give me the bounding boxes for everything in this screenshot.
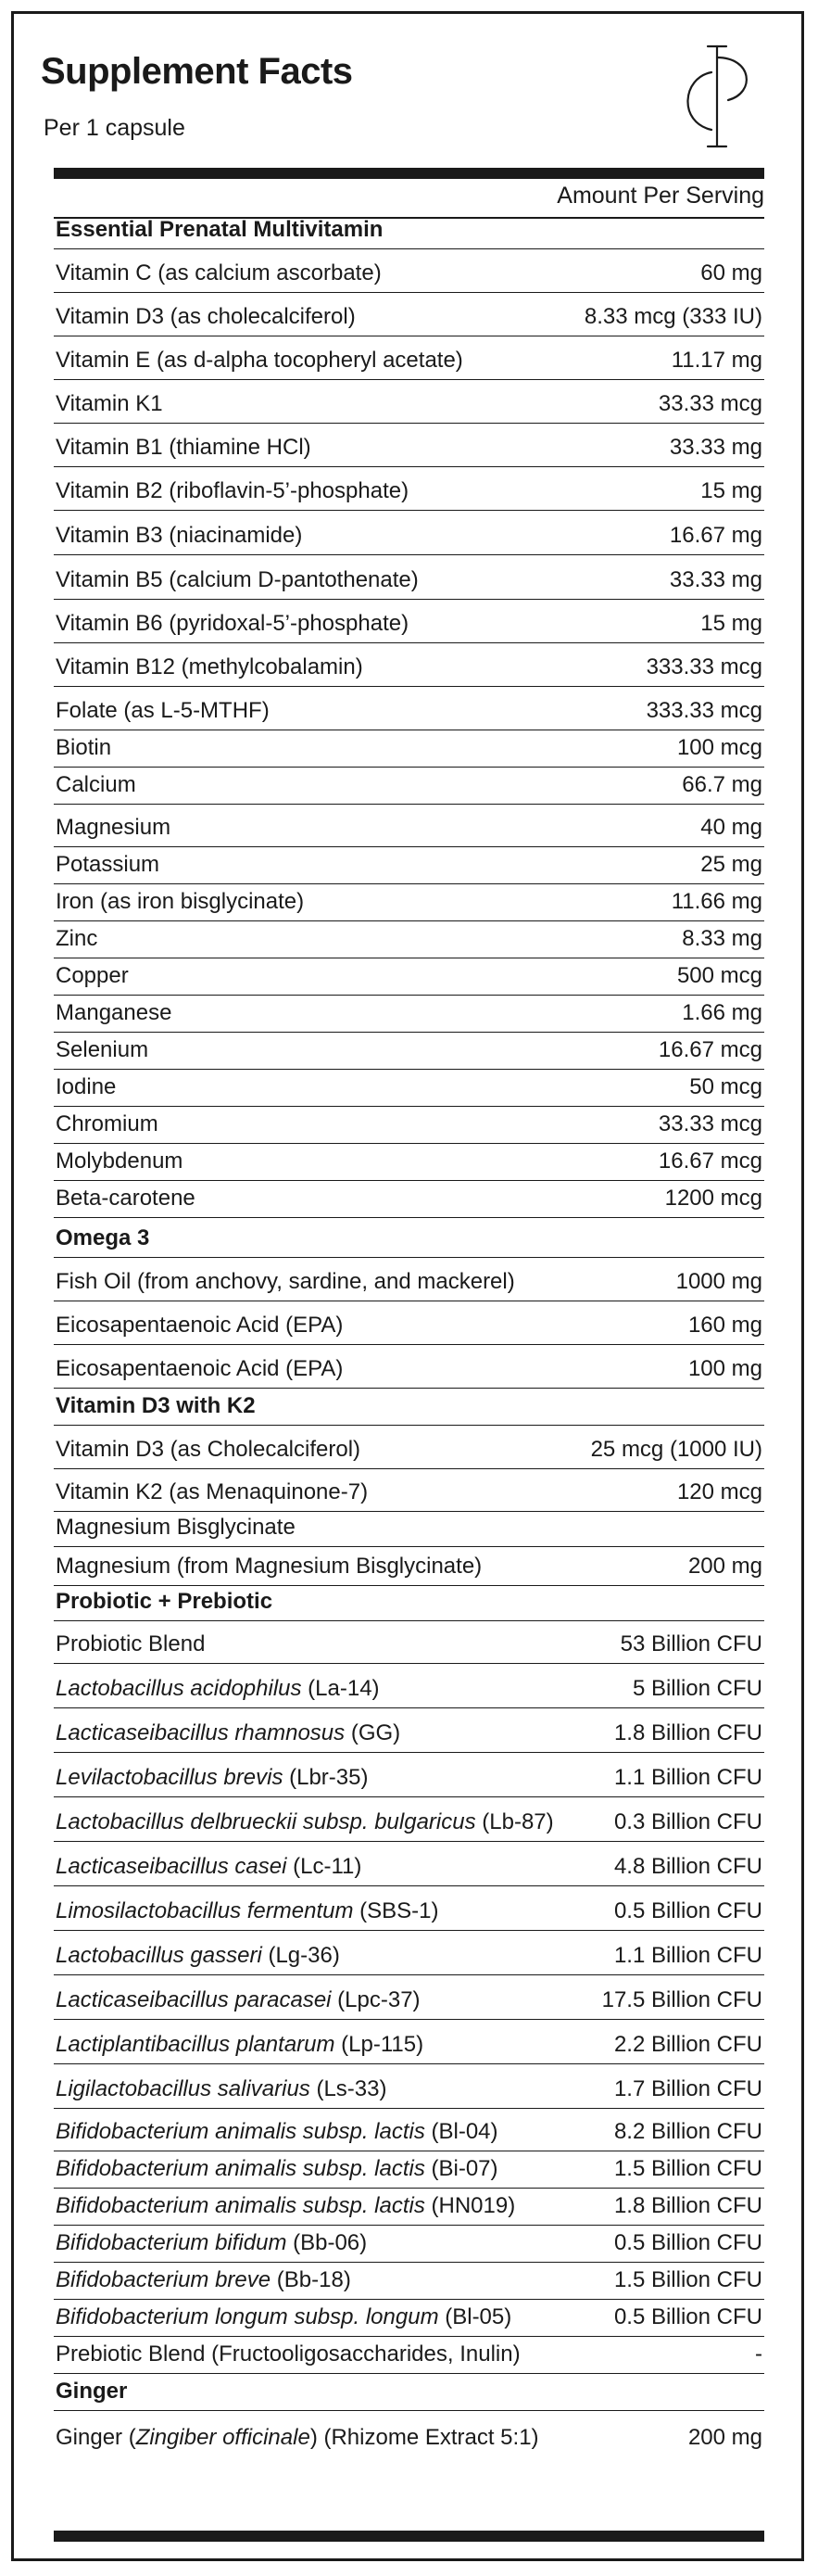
nutrient-label: Iodine [56, 1074, 117, 1099]
nutrient-label: Folate (as L-5-MTHF) [56, 698, 270, 723]
nutrient-row [54, 1344, 764, 1388]
nutrient-amount: 333.33 mcg [646, 698, 762, 723]
nutrient-row [54, 1032, 764, 1069]
nutrient-row [54, 1143, 764, 1180]
nutrient-amount: 100 mg [687, 1356, 762, 1381]
nutrient-label [56, 2267, 351, 2293]
strain-code: (Ls-33) [309, 2076, 387, 2101]
nutrient-amount: 33.33 mcg [658, 1111, 762, 1136]
nutrient-amount: 16.67 mcg [658, 1148, 762, 1174]
nutrient-amount: 5 Billion CFU [632, 1676, 762, 1701]
nutrient-row [54, 423, 764, 466]
nutrient-amount: 1200 mcg [664, 1186, 762, 1211]
nutrient-label [56, 1943, 340, 1969]
nutrient-label: Magnesium [56, 815, 171, 840]
nutrient-row [54, 730, 764, 767]
nutrient-amount: 11.66 mg [671, 889, 762, 914]
nutrient-label: Vitamin E (as d-alpha tocopheryl acetate) [56, 348, 463, 373]
nutrient-amount: 1.8 Billion CFU [613, 1720, 762, 1745]
nutrient-amount: 333.33 mcg [646, 654, 762, 679]
nutrient-amount: 1000 mg [675, 1269, 762, 1294]
nutrient-label [56, 2119, 498, 2145]
species-name: Lactobacillus acidophilus [56, 1676, 302, 1701]
nutrient-label [56, 1987, 421, 2013]
nutrient-row [54, 336, 764, 379]
nutrient-label: Magnesium (from Magnesium Bisglycinate) [56, 1554, 483, 1579]
nutrient-amount: 8.33 mg [682, 926, 762, 951]
nutrient-amount: 16.67 mcg [658, 1037, 762, 1062]
nutrient-label: Chromium [56, 1111, 158, 1136]
nutrient-row [54, 2225, 764, 2262]
species-name: Bifidobacterium breve [56, 2267, 271, 2292]
nutrient-label [56, 2304, 511, 2330]
strain-code: (Bb-06) [286, 2230, 368, 2255]
nutrient-label [56, 2076, 386, 2102]
nutrient-row [54, 1511, 764, 1546]
nutrient-amount: 1.1 Billion CFU [613, 1943, 762, 1968]
nutrient-amount: 0.5 Billion CFU [613, 2230, 762, 2255]
nutrient-row [54, 1974, 764, 2019]
nutrient-amount: 53 Billion CFU [620, 1631, 762, 1656]
nutrient-row [54, 804, 764, 846]
nutrient-label: Potassium [56, 852, 160, 877]
nutrient-amount: 160 mg [687, 1313, 762, 1338]
nutrient-amount: 8.2 Billion CFU [613, 2119, 762, 2144]
strain-code: (Bi-07) [424, 2156, 498, 2181]
species-name: Levilactobacillus brevis [56, 1765, 283, 1790]
nutrient-row [54, 2336, 764, 2373]
nutrient-row [54, 1468, 764, 1511]
section-label: Essential Prenatal Multivitamin [56, 217, 384, 242]
nutrient-row [54, 1796, 764, 1841]
nutrient-amount: 11.17 mg [671, 348, 762, 373]
nutrient-row [54, 1841, 764, 1885]
nutrient-row [54, 1425, 764, 1468]
nutrient-label: Calcium [56, 772, 136, 797]
nutrient-label: Molybdenum [56, 1148, 183, 1174]
species-name: Bifidobacterium longum subsp. longum [56, 2304, 439, 2329]
nutrient-row [54, 510, 764, 554]
nutrient-row [54, 767, 764, 804]
nutrient-label: Beta-carotene [56, 1186, 195, 1211]
nutrient-row [54, 466, 764, 510]
label-prefix: Ginger ( [56, 2425, 136, 2450]
nutrient-amount: 33.33 mg [669, 435, 762, 460]
nutrient-row [54, 883, 764, 920]
strain-code: ) (Rhizome Extract 5:1) [309, 2425, 539, 2450]
nutrient-label: Vitamin B1 (thiamine HCl) [56, 435, 311, 460]
strain-code: (SBS-1) [353, 1898, 439, 1923]
strain-code: (Lp-115) [334, 2032, 424, 2057]
nutrient-label [56, 1809, 554, 1835]
strain-code: (La-14) [301, 1676, 380, 1701]
nutrient-row [54, 1180, 764, 1217]
nutrient-row [54, 1069, 764, 1106]
nutrient-label: Fish Oil (from anchovy, sardine, and mackerel) [56, 1269, 515, 1294]
nutrient-row [54, 599, 764, 642]
nutrient-amount: 2.2 Billion CFU [613, 2032, 762, 2057]
nutrient-row [54, 2410, 764, 2456]
species-name: Bifidobacterium animalis subsp. lactis [56, 2193, 425, 2218]
nutrient-row [54, 2108, 764, 2151]
nutrient-amount: 33.33 mcg [658, 391, 762, 416]
nutrient-amount: 0.5 Billion CFU [613, 1898, 762, 1923]
nutrient-label: Manganese [56, 1000, 172, 1025]
species-name: Lacticaseibacillus paracasei [56, 1987, 332, 2012]
nutrient-row [54, 1707, 764, 1752]
nutrient-label: Vitamin B12 (methylcobalamin) [56, 654, 363, 679]
section-heading [54, 1585, 764, 1620]
nutrient-label: Vitamin D3 (as Cholecalciferol) [56, 1437, 361, 1462]
nutrient-label: Magnesium Bisglycinate [56, 1515, 296, 1540]
nutrient-row [54, 2299, 764, 2336]
nutrient-amount: 1.7 Billion CFU [613, 2076, 762, 2101]
nutrient-amount: 50 mcg [689, 1074, 762, 1099]
nutrient-row [54, 554, 764, 599]
nutrient-label: Vitamin B6 (pyridoxal-5’-phosphate) [56, 611, 409, 636]
nutrient-label: Copper [56, 963, 129, 988]
species-name: Lacticaseibacillus rhamnosus [56, 1720, 346, 1745]
nutrient-label: Zinc [56, 926, 98, 951]
species-name: Bifidobacterium animalis subsp. lactis [56, 2156, 425, 2181]
nutrient-amount: 1.5 Billion CFU [613, 2156, 762, 2181]
nutrient-label [56, 2032, 423, 2058]
nutrient-label: Vitamin D3 (as cholecalciferol) [56, 304, 356, 329]
strain-code: (Lb-87) [475, 1809, 554, 1834]
nutrient-row [54, 292, 764, 336]
nutrient-row [54, 2063, 764, 2108]
nutrient-amount: 66.7 mg [682, 772, 762, 797]
strain-code: (Lc-11) [286, 1854, 362, 1879]
section-label: Ginger [56, 2379, 128, 2404]
nutrient-label: Iron (as iron bisglycinate) [56, 889, 305, 914]
nutrient-amount: 1.1 Billion CFU [613, 1765, 762, 1790]
species-name: Lactobacillus delbrueckii subsp. bulgaricus [56, 1809, 476, 1834]
nutrient-label: Vitamin B2 (riboflavin-5’-phosphate) [56, 478, 409, 503]
section-heading [54, 2373, 764, 2410]
species-name: Ligilactobacillus salivarius [56, 2076, 310, 2101]
nutrient-label: Prebiotic Blend (Fructooligosaccharides, Inulin) [56, 2341, 521, 2367]
nutrient-row [54, 379, 764, 423]
strain-code: (Bl-04) [424, 2119, 498, 2144]
nutrient-label: Eicosapentaenoic Acid (EPA) [56, 1313, 344, 1338]
nutrient-row [54, 248, 764, 292]
species-name: Bifidobacterium bifidum [56, 2230, 287, 2255]
species-name: Lactiplantibacillus plantarum [56, 2032, 335, 2057]
nutrient-label [56, 2156, 498, 2182]
section-label: Probiotic + Prebiotic [56, 1589, 273, 1614]
nutrient-amount: 8.33 mcg (333 IU) [584, 304, 762, 329]
nutrient-amount: 25 mg [700, 852, 762, 877]
nutrient-row [54, 958, 764, 995]
serving-size: Per 1 capsule [44, 115, 185, 141]
species-name: Lacticaseibacillus casei [56, 1854, 287, 1879]
nutrient-row [54, 1106, 764, 1143]
nutrient-row [54, 1752, 764, 1796]
nutrient-row [54, 1546, 764, 1585]
brand-monogram-icon [663, 41, 765, 152]
nutrient-amount: 1.8 Billion CFU [613, 2193, 762, 2218]
nutrient-row [54, 1885, 764, 1930]
nutrient-amount: 16.67 mg [669, 523, 762, 548]
nutrient-amount: - [755, 2341, 762, 2367]
nutrient-row [54, 2151, 764, 2188]
nutrient-amount: 40 mg [700, 815, 762, 840]
nutrient-label: Vitamin K1 [56, 391, 163, 416]
nutrient-label: Eicosapentaenoic Acid (EPA) [56, 1356, 344, 1381]
nutrient-amount: 0.3 Billion CFU [613, 1809, 762, 1834]
nutrient-amount: 33.33 mg [669, 567, 762, 592]
species-name: Zingiber officinale [135, 2425, 310, 2450]
section-heading [54, 217, 764, 248]
nutrient-label: Selenium [56, 1037, 149, 1062]
nutrient-row [54, 2188, 764, 2225]
nutrient-row [54, 1663, 764, 1707]
nutrient-amount: 120 mcg [676, 1479, 762, 1504]
nutrient-label [56, 2193, 515, 2219]
nutrient-row [54, 642, 764, 686]
nutrient-amount: 500 mcg [676, 963, 762, 988]
nutrient-row [54, 2019, 764, 2063]
nutrient-label [56, 1854, 361, 1880]
nutrient-label: Vitamin B5 (calcium D-pantothenate) [56, 567, 419, 592]
nutrient-amount: 15 mg [700, 478, 762, 503]
nutrient-label: Probiotic Blend [56, 1631, 206, 1656]
nutrient-row [54, 1620, 764, 1663]
species-name: Lactobacillus gasseri [56, 1943, 262, 1968]
strain-code: (Bl-05) [438, 2304, 512, 2329]
strain-code: (Bb-18) [271, 2267, 351, 2292]
nutrient-label [56, 1765, 368, 1791]
nutrient-row [54, 1301, 764, 1344]
amount-per-serving-label: Amount Per Serving [557, 183, 764, 209]
strain-code: (Lg-36) [261, 1943, 340, 1968]
nutrient-label: Vitamin K2 (as Menaquinone-7) [56, 1479, 369, 1504]
nutrient-row [54, 1257, 764, 1301]
section-label: Vitamin D3 with K2 [56, 1393, 256, 1418]
top-thick-rule [54, 168, 764, 179]
nutrient-label [56, 2425, 539, 2451]
nutrient-table [54, 217, 764, 2456]
nutrient-row [54, 686, 764, 730]
strain-code: (Lpc-37) [331, 1987, 421, 2012]
strain-code: (GG) [345, 1720, 401, 1745]
nutrient-amount: 200 mg [687, 2425, 762, 2450]
nutrient-amount: 15 mg [700, 611, 762, 636]
species-name: Limosilactobacillus fermentum [56, 1898, 354, 1923]
nutrient-label [56, 1676, 380, 1702]
nutrient-amount: 17.5 Billion CFU [601, 1987, 762, 2012]
nutrient-label: Biotin [56, 735, 112, 760]
nutrient-label [56, 1898, 438, 1924]
section-heading [54, 1217, 764, 1257]
strain-code: (Lbr-35) [283, 1765, 369, 1790]
strain-code: (HN019) [424, 2193, 516, 2218]
nutrient-row [54, 1930, 764, 1974]
nutrient-label [56, 1720, 400, 1746]
nutrient-amount: 60 mg [700, 260, 762, 286]
nutrient-label [56, 2230, 367, 2256]
species-name: Bifidobacterium animalis subsp. lactis [56, 2119, 425, 2144]
nutrient-amount: 1.5 Billion CFU [613, 2267, 762, 2292]
nutrient-amount: 1.66 mg [682, 1000, 762, 1025]
bottom-thick-rule [54, 2531, 764, 2542]
nutrient-amount: 4.8 Billion CFU [613, 1854, 762, 1879]
nutrient-row [54, 995, 764, 1032]
nutrient-row [54, 846, 764, 883]
nutrient-amount: 100 mcg [676, 735, 762, 760]
section-label: Omega 3 [56, 1225, 150, 1250]
nutrient-amount: 200 mg [687, 1554, 762, 1579]
nutrient-amount: 25 mcg (1000 IU) [590, 1437, 762, 1462]
nutrient-amount: 0.5 Billion CFU [613, 2304, 762, 2329]
section-heading [54, 1388, 764, 1425]
panel-title: Supplement Facts [41, 51, 353, 92]
nutrient-row [54, 2262, 764, 2299]
nutrient-label: Vitamin C (as calcium ascorbate) [56, 260, 382, 286]
nutrient-label: Vitamin B3 (niacinamide) [56, 523, 303, 548]
nutrient-row [54, 920, 764, 958]
